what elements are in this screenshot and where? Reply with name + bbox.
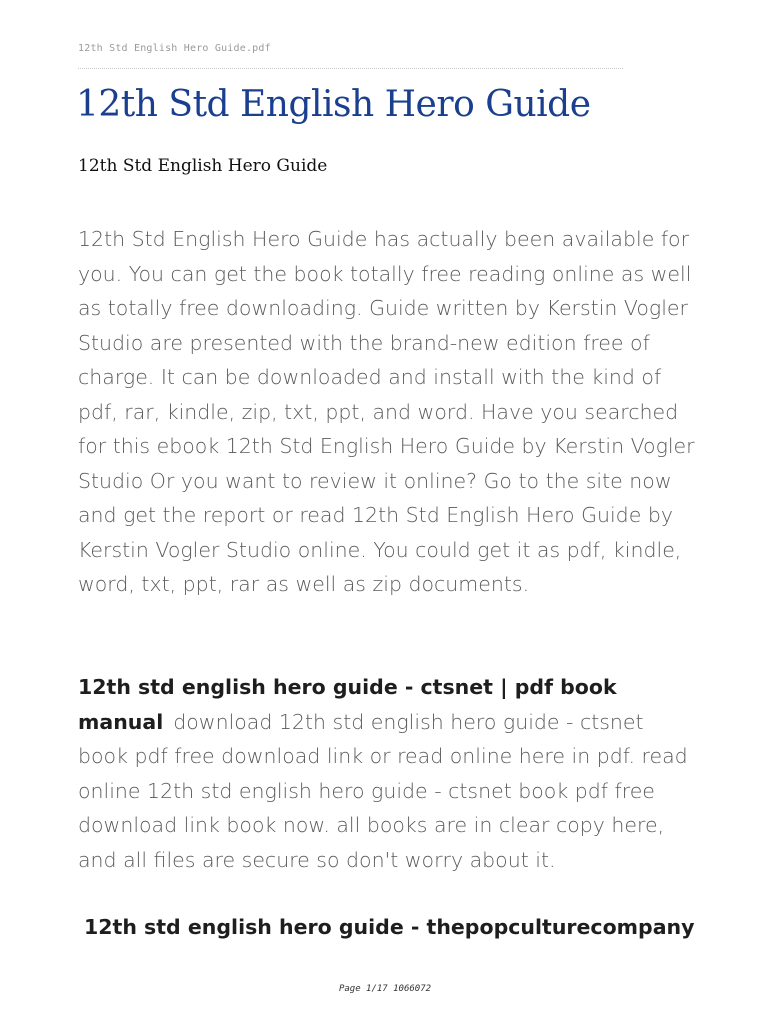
section-heading-ctsnet: 12th std english hero guide - ctsnet | pdf book manual [78, 675, 617, 734]
page-footer: Page 1/17 1066072 [338, 984, 432, 994]
section-heading-thepopculturecompany: 12th std english hero guide - thepopculturecompany [84, 915, 695, 939]
section-ctsnet [78, 670, 698, 877]
intro-paragraph: 12th Std English Hero Guide has actually been available for you. You can get the book totally free reading online as well as totally free downloading. Guide written by Kerstin Vogler Studio are presented with the brand-new edition free of charge. It can be downloaded and install with the kind of pdf, rar, kindle, zip, txt, ppt, and word. Have you searched for this ebook 12th Std English Hero Guide by Kerstin Vogler Studio Or you want to review it online? Go to the site now and get the report or read 12th Std English Hero Guide by Kerstin Vogler Studio online. You could get it as pdf, kindle, word, txt, ppt, rar as well as zip documents. [78, 227, 695, 596]
document-title: 12th Std English Hero Guide [76, 84, 591, 125]
pdf-filename-header: 12th Std English Hero Guide.pdf [78, 43, 271, 54]
document-subtitle: 12th Std English Hero Guide [78, 156, 328, 176]
section-body-ctsnet: download 12th std english hero guide - ctsnet book pdf free download link or read online here in pdf. read online 12th std english hero guide - ctsnet book pdf free download link book now. all books are in clear copy here, and all files are secure so don't worry about it. [78, 709, 688, 872]
header-divider [78, 68, 623, 69]
